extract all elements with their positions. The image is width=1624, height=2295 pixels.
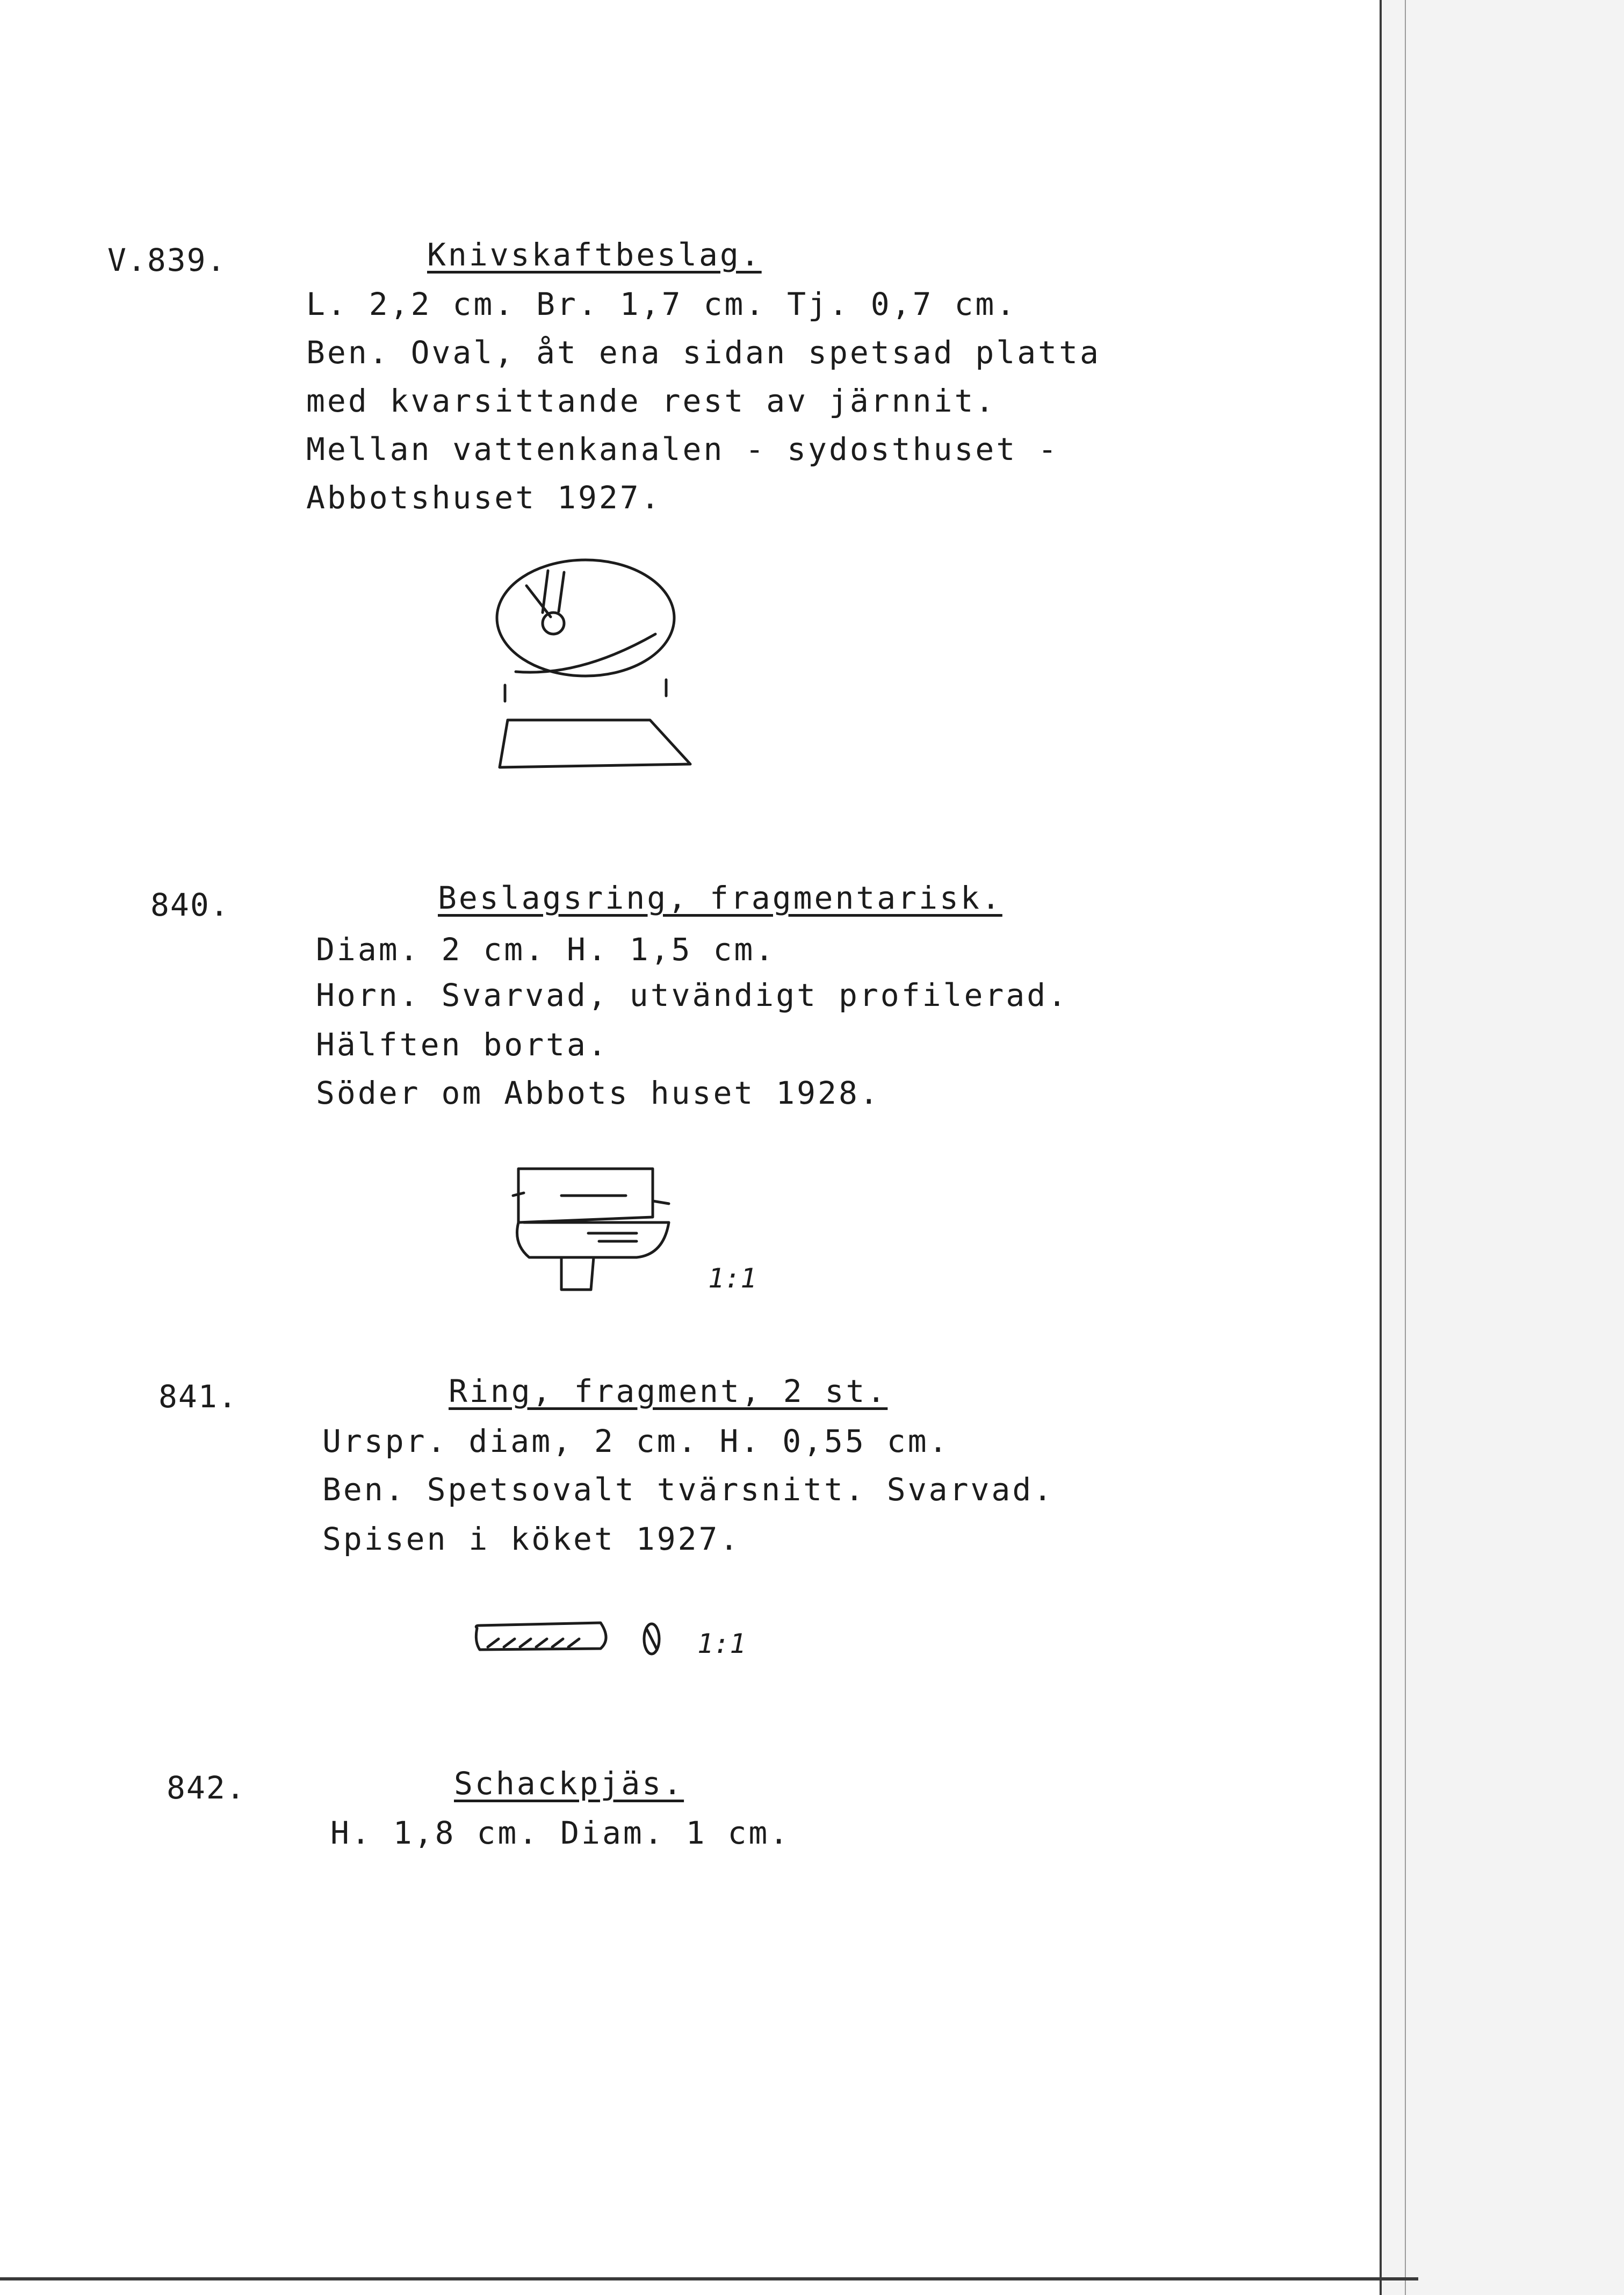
entry-line: Ben. Spetsovalt tvärsnitt. Svarvad. (322, 1471, 1055, 1508)
entry-title: Schackpjäs. (454, 1765, 684, 1802)
scale-label: 1:1 (697, 1628, 746, 1659)
entry-title: Beslagsring, fragmentarisk. (438, 880, 1002, 916)
entry-line: Söder om Abbots huset 1928. (316, 1075, 880, 1111)
page-gutter (1382, 0, 1624, 2295)
scale-label: 1:1 (708, 1263, 757, 1294)
entry-number: V.839. (107, 242, 227, 278)
page-edge-line-secondary (1405, 0, 1406, 2295)
mounting-ring-sketch (508, 1163, 680, 1298)
entry-line: Diam. 2 cm. H. 1,5 cm. (316, 931, 776, 968)
entry-line: Abbotshuset 1927. (306, 479, 662, 516)
entry-line: Spisen i köket 1927. (322, 1521, 741, 1557)
entry-line: Mellan vattenkanalen - sydosthuset - (306, 431, 1059, 467)
entry-line: Hälften borta. (316, 1026, 609, 1063)
page-bottom-edge (0, 2277, 1418, 2280)
entry-line: Urspr. diam, 2 cm. H. 0,55 cm. (322, 1423, 950, 1459)
entry-line: med kvarsittande rest av järnnit. (306, 383, 997, 419)
entry-title: Knivskaftbeslag. (427, 236, 762, 273)
entry-number: 841. (158, 1378, 238, 1415)
page-edge-line (1380, 0, 1382, 2295)
entry-number: 840. (150, 887, 230, 923)
entry-line: L. 2,2 cm. Br. 1,7 cm. Tj. 0,7 cm. (306, 286, 1017, 322)
entry-line: Ben. Oval, åt ena sidan spetsad platta (306, 334, 1101, 371)
entry-title: Ring, fragment, 2 st. (449, 1373, 888, 1409)
entry-line: H. 1,8 cm. Diam. 1 cm. (330, 1815, 791, 1851)
entry-number: 842. (167, 1769, 246, 1806)
entry-line: Horn. Svarvad, utvändigt profilerad. (316, 977, 1069, 1013)
knife-handle-fitting-sketch (483, 553, 698, 811)
ring-fragment-sketch (472, 1617, 676, 1666)
